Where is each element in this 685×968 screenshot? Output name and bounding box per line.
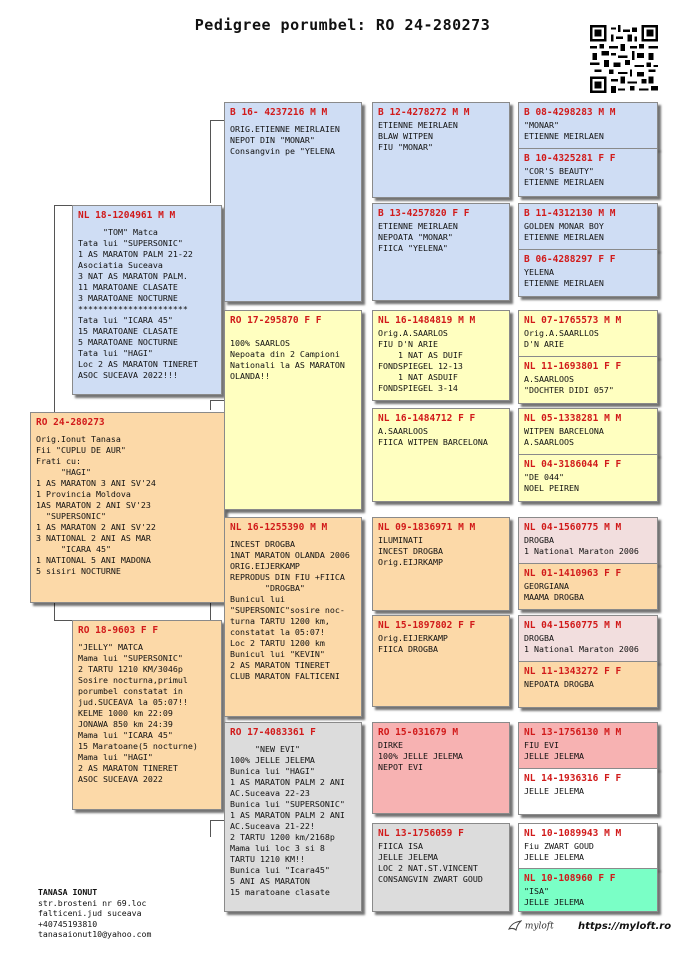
pedigree-box-gen5-8 <box>518 454 658 502</box>
pedigree-box-gen5-11 <box>518 615 658 662</box>
ring-number: NL 16-1484712 F F <box>378 413 476 424</box>
pedigree-box-gen5-2 <box>518 148 658 197</box>
pedigree-box-gen4-6 <box>372 615 510 707</box>
ring-number: NL 07-1765573 M M <box>524 315 622 326</box>
ring-number: RO 17-295870 F F <box>230 315 322 326</box>
owner-contact <box>38 887 151 940</box>
pedigree-box-sire <box>72 205 222 395</box>
ring-number: B 12-4278272 M M <box>378 107 470 118</box>
pigeon-notes: "MONAR" ETIENNE MEIRLAEN <box>524 120 604 141</box>
pigeon-notes: INCEST DROGBA 1NAT MARATON OLANDA 2006 ORIG.EIJERKAMP REPRODUS DIN FIU +FIICA "DROGBA" Bunicul lui "SUPERSONIC"sosire noc- turna TARTU 1200 km, constatat la 05:07! Loc 2 TARTU 1200 km Bunicul lui "KEVIN" 2 AS MARATON TINERET CLUB MARATON FALTICENI <box>230 539 350 681</box>
pedigree-box-gen5-13 <box>518 722 658 769</box>
pedigree-box-gen4-3 <box>372 310 510 401</box>
pigeon-notes: FIU EVI JELLE JELEMA <box>524 740 584 761</box>
pedigree-box-gen4-5 <box>372 517 510 611</box>
pedigree-box-gen5-12 <box>518 661 658 708</box>
ring-number: RO 24-280273 <box>36 417 105 428</box>
pigeon-notes: "JELLY" MATCA Mama lui "SUPERSONIC" 2 TARTU 1210 KM/3046p Sosire nocturna,primul porumbel constatat in jud.SUCEAVA la 05:07!! KELME 1000 km 22:09 JONAWA 850 km 24:39 Mama lui "ICARA 45" 15 Maratoane(5 nocturne) Mama lui "HAGI" 2 AS MARATON TINERET ASOC SUCEAVA 2022 <box>78 642 198 784</box>
pigeon-notes: ILUMINATI INCEST DROGBA Orig.EIJRKAMP <box>378 535 443 567</box>
pedigree-box-dam-sire <box>224 517 362 717</box>
pigeon-notes: "NEW EVI" 100% JELLE JELEMA Bunica lui "HAGI" 1 AS MARATON PALM 2 ANI AC.Suceava 22-23 Bunica lui "SUPERSONIC" 1 AS MARATON PALM 2 ANI AC.Suceava 21-22! 2 TARTU 1200 km/2168p Mama lui loc 3 si 8 TARTU 1210 KM!! Bunica lui "Icara45" 5 ANI AS MARATON 15 maratoane clasate <box>230 744 345 897</box>
website-link[interactable]: https://myloft.ro <box>578 921 672 932</box>
ring-number: NL 11-1343272 F F <box>524 666 622 677</box>
pedigree-box-gen5-5 <box>518 310 658 357</box>
ring-number: RO 18-9603 F F <box>78 625 159 636</box>
pigeon-notes: ETIENNE MEIRLAEN NEPOATA "MONAR" FIICA "YELENA" <box>378 221 458 253</box>
pigeon-notes: A.SAARLOOS "DOCHTER DIDI 057" <box>524 374 614 395</box>
pigeon-notes: YELENA ETIENNE MEIRLAEN <box>524 267 604 288</box>
pedigree-box-gen4-8 <box>372 823 510 912</box>
ring-number: NL 04-1560775 M M <box>524 620 622 631</box>
page-title: Pedigree porumbel: RO 24-280273 <box>194 16 491 34</box>
ring-number: NL 09-1836971 M M <box>378 522 476 533</box>
pedigree-box-gen5-15 <box>518 823 658 869</box>
ring-number: B 08-4298283 M M <box>524 107 616 118</box>
ring-number: NL 13-1756059 F <box>378 828 464 839</box>
ring-number: B 13-4257820 F F <box>378 208 470 219</box>
pigeon-notes: Fiu ZWART GOUD JELLE JELEMA <box>524 841 594 862</box>
ring-number: NL 14-1936316 F F <box>524 773 622 784</box>
ring-number: B 11-4312130 M M <box>524 208 616 219</box>
pigeon-notes: ETIENNE MEIRLAEN BLAW WITPEN FIU "MONAR" <box>378 120 458 152</box>
pedigree-box-gen4-7 <box>372 722 510 814</box>
pigeon-notes: Orig.A.SAARLOS FIU D'N ARIE 1 NAT AS DUIF FONDSPIEGEL 12-13 1 NAT ASDUIF FONDSPIEGEL 3-14 <box>378 328 463 393</box>
pigeon-notes: FIICA ISA JELLE JELEMA LOC 2 NAT.ST.VINCENT CONSANGVIN ZWART GOUD <box>378 841 483 884</box>
pigeon-notes: NEPOATA DROGBA <box>524 679 594 689</box>
pigeon-notes: DROGBA 1 National Maraton 2006 <box>524 535 639 556</box>
pedigree-box-sire-dam <box>224 310 362 510</box>
pedigree-box-gen5-7 <box>518 408 658 455</box>
pedigree-box-gen5-9 <box>518 517 658 564</box>
pigeon-notes: Orig.Ionut Tanasa Fii "CUPLU DE AUR" Frati cu: "HAGI" 1 AS MARATON 3 ANI SV'24 1 Provincia Moldova 1AS MARATON 2 ANI SV'23 "SUPERSONIC" 1 AS MARATON 2 ANI SV'22 3 NATIONAL 2 ANI AS MAR "ICARA 45" 1 NATIONAL 5 ANI MADONA 5 sisiri NOCTURNE <box>36 434 156 576</box>
logo-text: myloft <box>524 921 554 932</box>
pigeon-notes: "ISA" JELLE JELEMA <box>524 886 584 907</box>
ring-number: NL 04-1560775 M M <box>524 522 622 533</box>
pigeon-notes: GOLDEN MONAR BOY ETIENNE MEIRLAEN <box>524 221 604 242</box>
pigeon-notes: GEORGIANA MAAMA DROGBA <box>524 581 584 602</box>
pigeon-notes: ORIG.ETIENNE MEIRLAIEN NEPOT DIN "MONAR" Consangvin pe "YELENA <box>230 124 340 156</box>
myloft-logo <box>508 920 554 932</box>
pedigree-box-gen5-3 <box>518 203 658 250</box>
pedigree-box-gen5-1 <box>518 102 658 149</box>
pedigree-box-gen4-2 <box>372 203 510 301</box>
pedigree-box-dam <box>72 620 222 810</box>
owner-address: str.brosteni nr 69.loc falticeni.jud suceava +40745193810 tanasaionut10@yahoo.com <box>38 897 152 939</box>
ring-number: NL 11-1693801 F F <box>524 361 622 372</box>
pedigree-box-sire-sire <box>224 102 362 302</box>
ring-number: NL 05-1338281 M M <box>524 413 622 424</box>
ring-number: NL 13-1756130 M M <box>524 727 622 738</box>
pigeon-notes: "TOM" Matca Tata lui "SUPERSONIC" 1 AS MARATON PALM 21-22 Asociatia Suceava 3 NAT AS MARATON PALM. 11 MARATOANE CLASATE 3 MARATOANE NOCTURNE ********************** Tata lui "ICARA 45" 15 MARATOANE CLASATE 5 MARATOANE NOCTURNE Tata lui "HAGI" Loc 2 AS MARATON TINERET ASOC SUCEAVA 2022!!! <box>78 227 198 380</box>
pedigree-box-dam-dam <box>224 722 362 912</box>
ring-number: B 16- 4237216 M M <box>230 107 328 118</box>
pedigree-box-gen5-10 <box>518 563 658 610</box>
ring-number: B 06-4288297 F F <box>524 254 616 265</box>
ring-number: NL 10-108960 F F <box>524 873 616 884</box>
owner-name: TANASA IONUT <box>38 887 98 897</box>
ring-number: NL 15-1897802 F F <box>378 620 476 631</box>
pedigree-box-gen5-4 <box>518 249 658 297</box>
ring-number: RO 17-4083361 F <box>230 727 316 738</box>
pigeon-notes: A.SAARLOOS FIICA WITPEN BARCELONA <box>378 426 488 447</box>
ring-number: NL 16-1255390 M M <box>230 522 328 533</box>
ring-number: B 10-4325281 F F <box>524 153 616 164</box>
pedigree-box-gen5-6 <box>518 356 658 404</box>
ring-number: NL 18-1204961 M M <box>78 210 176 221</box>
pigeon-notes: "COR'S BEAUTY" ETIENNE MEIRLAEN <box>524 166 604 187</box>
ring-number: NL 01-1410963 F F <box>524 568 622 579</box>
pigeon-notes: JELLE JELEMA <box>524 786 584 796</box>
ring-number: NL 04-3186044 F F <box>524 459 622 470</box>
qr-code-icon <box>590 25 658 93</box>
pigeon-notes: Orig.EIJERKAMP FIICA DROGBA <box>378 633 448 654</box>
pigeon-notes: "DE 044" NOEL PEIREN <box>524 472 579 493</box>
pigeon-notes: DROGBA 1 National Maraton 2006 <box>524 633 639 654</box>
pedigree-box-gen4-1 <box>372 102 510 198</box>
ring-number: NL 10-1089943 M M <box>524 828 622 839</box>
pigeon-notes: DIRKE 100% JELLE JELEMA NEPOT EVI <box>378 740 463 772</box>
ring-number: NL 16-1484819 M M <box>378 315 476 326</box>
pedigree-box-gen5-16 <box>518 868 658 912</box>
pedigree-box-subject <box>30 412 225 603</box>
pedigree-box-gen5-14 <box>518 768 658 815</box>
pigeon-icon <box>508 920 522 932</box>
pedigree-box-gen4-4 <box>372 408 510 502</box>
ring-number: RO 15-031679 M <box>378 727 459 738</box>
pigeon-notes: WITPEN BARCELONA A.SAARLOOS <box>524 426 604 447</box>
pigeon-notes: 100% SAARLOS Nepoata din 2 Campioni Nationali la AS MARATON OLANDA!! <box>230 338 345 381</box>
pigeon-notes: Orig.A.SAARLLOS D'N ARIE <box>524 328 599 349</box>
